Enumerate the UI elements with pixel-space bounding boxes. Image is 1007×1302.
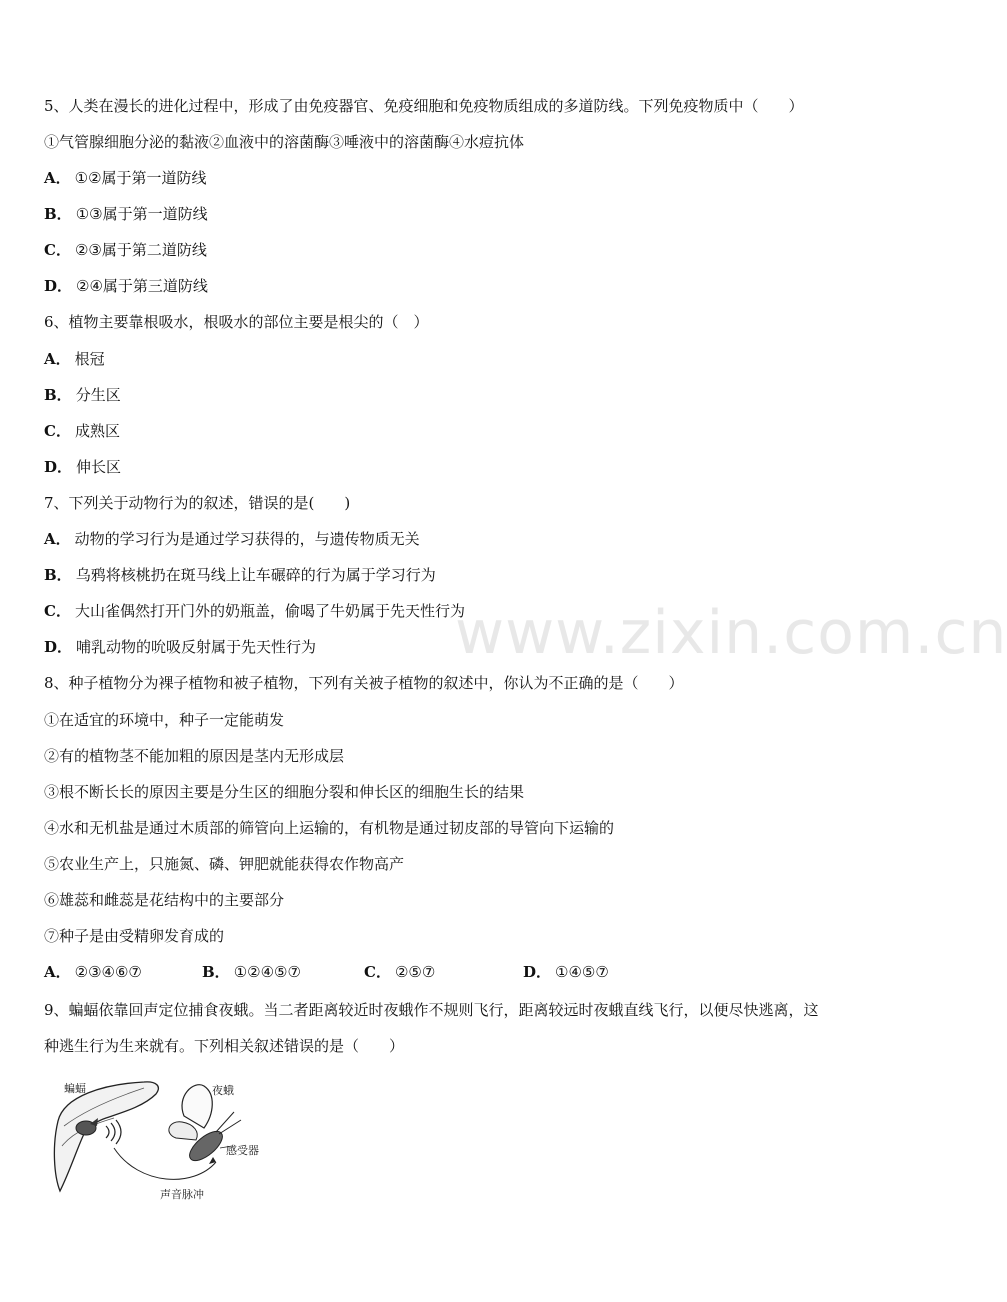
- option-text: ①②④⑤⑦: [233, 963, 301, 981]
- option-letter: B．: [44, 205, 72, 223]
- question-6-option-c[interactable]: [44, 421, 120, 441]
- question-8-item-2: ②有的植物茎不能加粗的原因是茎内无形成层: [44, 747, 345, 765]
- question-8-stem: 8、种子植物分为裸子植物和被子植物，下列有关被子植物的叙述中，你认为不正确的是（ ）: [44, 674, 684, 692]
- option-letter: D．: [44, 277, 73, 295]
- option-text: ②⑤⑦: [394, 963, 436, 981]
- option-letter: A．: [44, 169, 71, 187]
- option-text: 乌鸦将核桃扔在斑马线上让车碾碎的行为属于学习行为: [75, 566, 436, 584]
- option-letter: D．: [44, 638, 73, 656]
- question-5-option-c[interactable]: [44, 240, 207, 260]
- question-9-stem-line-1: 9、蝙蝠依靠回声定位捕食夜蛾。当二者距离较近时夜蛾作不规则飞行，距离较远时夜蛾直线飞行，以便尽快逃离，这: [44, 1001, 819, 1019]
- label-bat: 蝙蝠: [64, 1082, 86, 1095]
- option-text: 伸长区: [76, 458, 122, 476]
- question-8-item-1: ①在适宜的环境中，种子一定能萌发: [44, 711, 285, 729]
- question-9-stem-line-2: 种逃生行为生来就有。下列相关叙述错误的是（ ）: [44, 1037, 405, 1055]
- option-text: ②③④⑥⑦: [74, 963, 142, 981]
- option-letter: C．: [44, 602, 71, 620]
- option-letter: C．: [44, 241, 71, 259]
- label-sound-pulse: 声音脉冲: [160, 1188, 204, 1201]
- watermark: www.zixin.com.cn: [455, 598, 1007, 668]
- question-8-options: [44, 962, 609, 982]
- question-5-option-a[interactable]: [44, 168, 207, 188]
- option-text: 成熟区: [74, 422, 120, 440]
- question-6-option-a[interactable]: [44, 349, 105, 369]
- option-text: 大山雀偶然打开门外的奶瓶盖，偷喝了牛奶属于先天性行为: [74, 602, 465, 620]
- question-5-option-b[interactable]: [44, 204, 208, 224]
- option-letter: A．: [44, 350, 71, 368]
- option-text: 哺乳动物的吮吸反射属于先天性行为: [76, 638, 317, 656]
- question-7-option-a[interactable]: [44, 529, 420, 549]
- option-letter: B．: [44, 566, 72, 584]
- bat-moth-figure: [44, 1076, 274, 1201]
- question-6-option-d[interactable]: [44, 457, 121, 477]
- question-7-stem: 7、下列关于动物行为的叙述，错误的是( ): [44, 494, 351, 512]
- option-text: ①③属于第一道防线: [75, 205, 208, 223]
- option-letter: C．: [364, 963, 391, 981]
- question-7-option-d[interactable]: [44, 637, 316, 657]
- question-8-option-d[interactable]: [523, 962, 609, 982]
- question-5-items: ①气管腺细胞分泌的黏液②血液中的溶菌酶③唾液中的溶菌酶④水痘抗体: [44, 133, 525, 151]
- question-6-stem: 6、植物主要靠根吸水，根吸水的部位主要是根尖的（ ）: [44, 313, 429, 331]
- question-8-option-c[interactable]: [364, 962, 523, 982]
- question-7-option-c[interactable]: [44, 601, 465, 621]
- question-8-item-7: ⑦种子是由受精卵发育成的: [44, 927, 225, 945]
- option-letter: A．: [44, 963, 71, 981]
- option-text: 动物的学习行为是通过学习获得的，与遗传物质无关: [74, 530, 420, 548]
- question-8-option-a[interactable]: [44, 962, 202, 982]
- option-text: 分生区: [75, 386, 121, 404]
- option-letter: B．: [202, 963, 230, 981]
- question-8-item-5: ⑤农业生产上，只施氮、磷、钾肥就能获得农作物高产: [44, 855, 405, 873]
- option-letter: C．: [44, 422, 71, 440]
- label-moth: 夜蛾: [212, 1084, 234, 1097]
- option-text: ①②属于第一道防线: [74, 169, 207, 187]
- question-8-option-b[interactable]: [202, 962, 364, 982]
- option-letter: D．: [523, 963, 552, 981]
- question-8-item-6: ⑥雄蕊和雌蕊是花结构中的主要部分: [44, 891, 285, 909]
- question-8-item-4: ④水和无机盐是通过木质部的筛管向上运输的，有机物是通过韧皮部的导管向下运输的: [44, 819, 615, 837]
- question-7-option-b[interactable]: [44, 565, 436, 585]
- question-5-stem: 5、人类在漫长的进化过程中，形成了由免疫器官、免疫细胞和免疫物质组成的多道防线。下列免疫物质中（ ）: [44, 97, 804, 115]
- question-5-option-d[interactable]: [44, 276, 208, 296]
- option-letter: B．: [44, 386, 72, 404]
- question-6-option-b[interactable]: [44, 385, 121, 405]
- option-letter: D．: [44, 458, 73, 476]
- option-letter: A．: [44, 530, 71, 548]
- option-text: 根冠: [74, 350, 105, 368]
- option-text: ②④属于第三道防线: [76, 277, 208, 295]
- option-text: ②③属于第二道防线: [74, 241, 207, 259]
- label-receptor: 感受器: [226, 1144, 259, 1157]
- question-8-item-3: ③根不断长长的原因主要是分生区的细胞分裂和伸长区的细胞生长的结果: [44, 783, 525, 801]
- option-text: ①④⑤⑦: [555, 963, 609, 981]
